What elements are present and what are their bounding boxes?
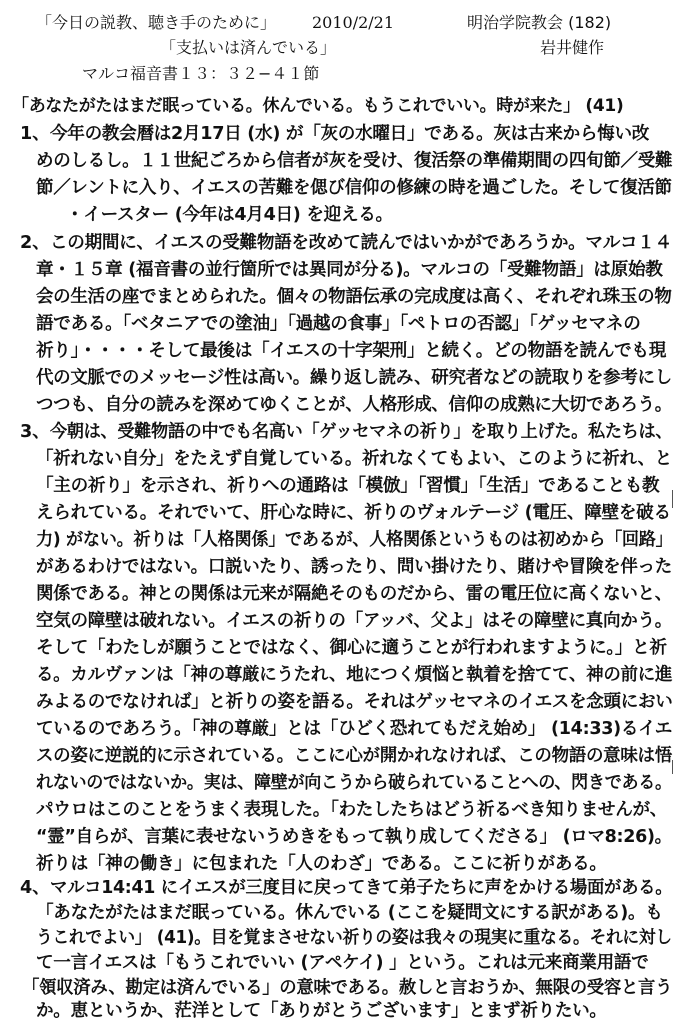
section-line: 「あなたがたはまだ眠っている。休んでいる (ここを疑問文にする訳がある)。も: [36, 903, 663, 923]
section-line: 「祈れない自分」をたえず自覚している。祈れなくてもよい、このように祈れ、と: [36, 449, 672, 469]
section-line: ・イースター (今年は4月4日) を迎える。: [66, 205, 393, 225]
section-line: る。カルヴァンは「神の尊厳にうたれ、地につく煩悩と執着を捨てて、神の前に進: [36, 665, 673, 685]
sermon-title: 「支払いは済んでいる」: [160, 38, 337, 57]
section-line: 力) がない。祈りは「人格関係」であるが、人格関係というものは初めから「回路」: [36, 530, 673, 550]
section-line: 会の生活の座でまとめられた。個々の物語伝承の完成度は高く、それぞれ珠玉の物: [36, 287, 672, 307]
section-number: 2、: [20, 233, 50, 253]
section-line: 今年の教会暦は2月17日 (水) が「灰の水曜日」である。灰は古来から悔い改: [50, 124, 650, 144]
section-line: があるわけではない。口説いたり、誘ったり、問い掛けたり、賭けや冒険を伴った: [36, 557, 672, 577]
author-name: 岩井健作: [540, 38, 605, 57]
section-number: 4、: [20, 878, 50, 898]
section-line: えられている。それでいて、肝心な時に、祈りのヴォルテージ (電圧、障壁を破る: [36, 503, 671, 523]
epigraph: 「あなたがたはまだ眠っている。休んでいる。もうこれでいい。時が来た」 (41): [12, 96, 624, 116]
section-line: この期間に、イエスの受難物語を改めて読んではいかがであろうか。マルコ１４: [50, 233, 672, 253]
section-line: 祈り」・・・・そして最後は「イエスの十字架刑」と続く。どの物語を読んでも現: [36, 341, 667, 361]
section-line: 語である。「ベタニアでの塗油」「過越の食事」「ペトロの否認」「ゲッセマネの: [36, 314, 641, 334]
section-line: れないのではないか。実は、障壁が向こうから破られていることへの、閃きである。: [36, 773, 672, 793]
section-line: マルコ14:41 にイエスが三度目に戻ってきて弟子たちに声をかける場面がある。: [50, 878, 673, 898]
section-line: 「主の祈り」を示され、祈りへの通路は「模倣」「習慣」「生活」であることも教: [36, 476, 660, 496]
section-line: ているのであろう。「神の尊厳」とは「ひどく恐れてもだえ始め」 (14:33)るイエ: [36, 719, 672, 739]
church-name: 明治学院教会 (182): [467, 13, 612, 32]
section-line: 章・１５章 (福音書の並行箇所では異同が分る)。マルコの「受難物語」は原始教: [36, 260, 663, 280]
section-line: うこれでよい」 (41)。目を覚まさせない祈りの姿は我々の現実に重なる。それに対し: [36, 928, 672, 948]
section-line: パウロはこのことをうまく表現した。「わたしたちはどう祈るべき知りませんが、: [36, 800, 668, 820]
section-line: 今朝は、受難物語の中でも名高い「ゲッセマネの祈り」を取り上げた。私たちは、: [50, 422, 673, 442]
scan-edge-mark: [672, 490, 673, 508]
section-line: 節／レントに入り、イエスの苦難を偲び信仰の修練の時を過ごした。そして復活節: [36, 178, 672, 198]
section-number: 1、: [20, 124, 50, 144]
section-line: スの姿に逆説的に示されている。ここに心が開かれなければ、この物語の意味は悟: [36, 746, 672, 766]
section-line: 空気の障壁は破れない。イエスの祈りの「アッバ、父よ」はその障壁に真向かう。: [36, 611, 672, 631]
section-line: 祈りは「神の働き」に包まれた「人のわざ」である。ここに祈りがある。: [36, 854, 607, 874]
scan-edge-mark: [672, 760, 673, 774]
section-line: か。恵というか、茫洋として「ありがとうございます」とまず祈りたい。: [36, 1001, 607, 1021]
section-line: みよるのでなければ」と祈りの姿を語る。それはゲッセマネのイエスを念頭におい: [36, 692, 673, 712]
section-line: 関係である。神との関係は元来が隔絶そのものだから、雷の電圧位に高くないと、: [36, 584, 672, 604]
scripture-reference: マルコ福音書１３：３２−４１節: [82, 64, 320, 83]
section-line: めのしるし。１１世紀ごろから信者が灰を受け、復活祭の準備期間の四旬節／受難: [36, 151, 673, 171]
section-line: 代の文脈でのメッセージ性は高い。繰り返し読み、研究者などの読取りを参考にし: [36, 368, 672, 388]
section-line: つつも、自分の読みを深めてゆくことが、人格形成、信仰の成熟に大切であろう。: [36, 395, 672, 415]
section-line: そして「わたしが願うことではなく、御心に適うことが行われますように。」と祈: [36, 638, 667, 658]
date: 2010/2/21: [312, 13, 395, 32]
section-line: “霊”自らが、言葉に表せないうめきをもって執り成してくださる」 (ロマ8:26)。: [36, 827, 672, 847]
section-line: 「領収済み、勘定は済んでいる」の意味である。赦しと言おうか、無限の受容と言う: [22, 978, 673, 998]
section-line: て一言イエスは「もうこれでいい (アペケイ) 」という。これは元来商業用語で: [36, 953, 649, 973]
section-number: 3、: [20, 422, 50, 442]
series-title: 「今日の説教、聴き手のために」: [36, 13, 277, 32]
